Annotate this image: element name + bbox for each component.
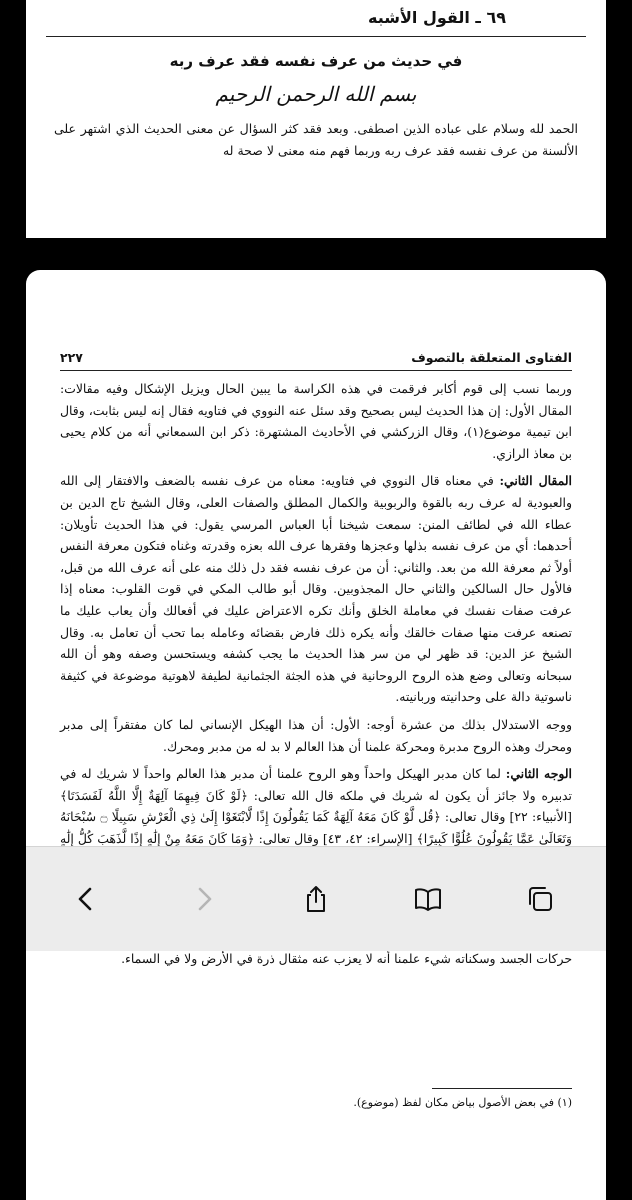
footnote: (١) في بعض الأصول بياض مكان لفظ (موضوع). — [353, 1096, 572, 1109]
share-button[interactable] — [286, 869, 346, 929]
paragraph — [60, 470, 572, 708]
bookmarks-button[interactable] — [398, 869, 458, 929]
chapter-subtitle: في حديث من عرف نفسه فقد عرف ربه — [169, 52, 463, 70]
forward-icon — [189, 884, 219, 914]
browser-toolbar — [26, 846, 606, 951]
share-icon — [301, 884, 331, 914]
back-button[interactable] — [56, 869, 116, 929]
chapter-header: ٦٩ ـ القول الأشبه — [368, 8, 506, 27]
book-page-top — [26, 0, 606, 238]
header-divider — [46, 36, 586, 37]
basmala: بسم الله الرحمن الرحيم — [215, 82, 417, 106]
paragraph-text: ووجه الاستدلال بذلك من عشرة أوجه: الأول: أن هذا الهيكل الإنساني لما كان مفتقراً إلى مدبر ومحرك وهذه الروح مدبرة ومحركة علمنا أن هذا العالم لا بد له من مدبر ومحرك. — [60, 716, 572, 754]
paragraph — [60, 714, 572, 757]
page-number: ٢٢٧ — [60, 350, 83, 365]
paragraph-text: لما كان مدبر الهيكل واحداً وهو الروح علمنا أن مدبر هذا العالم واحداً لا شريك له في تدبيره ولا جائز أن يكون له شريك في ملكه قال الله تعالى: ﴿لَوْ كَانَ فِيهِمَا آلِهَةٌ إِلَّا اللَّهُ لَفَسَدَتَا﴾ [الأنبياء: ٢٢] وقال تعالى: ﴿قُل لَّوْ كَانَ مَعَهُ آلِهَةٌ كَمَا يَقُولُونَ إِذًا لَّابْتَغَوْا إِلَىٰ ذِي الْعَرْشِ سَبِيلًا ۝ سُبْحَانَهُ وَتَعَالَىٰ عَمَّا يَقُولُونَ عُلُوًّا كَبِيرًا﴾ [الإسراء: ٤٢، ٤٣] وقال تعالى: ﴿وَمَا كَانَ مَعَهُ مِنْ إِلَٰهٍ إِذًا لَّذَهَبَ كُلُّ إِلَٰهٍ — [60, 766, 572, 846]
running-header — [60, 348, 572, 371]
paragraph-text: في معناه قال النووي في فتاويه: معناه من عرف نفسه بالضعف والافتقار إلى الله والعبودية له عرف ربه بالقوة والربوبية والكمال المطلق والصفات العلى، وقال الشيخ تاج الدين بن عطاء الله في لطائف المنن: سمعت شيخنا أبا العباس المرسي يقول: في هذا الحديث تأويلان: أحدهما: أي من عرف نفسه بذلها وعجزها وفقرها عرف الله بعزه وقدرته وغناه فتكون معرفة النفس أولاً ثم معرفة الله من بعد. والثاني: أن من عرف نفسه فقد دل ذلك منه على أنه عرف الله من قبل، فالأول حال السالكين والثاني حال المجذوبين. وقال أبو طالب المكي في قوت القلوب: معناه إذا عرفت صفات نفسك في معاملة الخلق وأنك تكره الاعتراض عليك في أفعالك وأن يعاب عليك ما تصنعه عرفت منها صفات خالقك وأنه يكره ذلك فارض بقضائه وعامله بما تحب أن تعامل به. وقال الشيخ عز الدين: قد ظهر لي من سر هذا الحديث ما يجب كشفه ويستحسن وصفه وهو أن الله سبحانه وتعالى وضع هذه الروح الروحانية في هذه الجثة الجثمانية لطيفة لاهوتية موضوعة في كثيفة ناسوتية دالة على وحدانيته وربانيته. — [60, 473, 572, 705]
paragraph-text: وربما نسب إلى قوم أكابر فرقمت في هذه الكراسة ما يبين الحال ويزيل الإشكال وفيه مقالات: المقال الأول: إن هذا الحديث ليس بصحيح وقد سئل عنه النووي في فتاويه فقال إنه ليس بثابت، وقال ابن تيمية موضوع(١)، وقال الزركشي في الأحاديث المشتهرة: ذكر ابن السمعاني أنه من كلام يحيى بن معاذ الرازي. — [60, 381, 572, 461]
back-icon — [71, 884, 101, 914]
paragraph — [60, 378, 572, 464]
bookmarks-icon — [413, 884, 443, 914]
tabs-button[interactable] — [510, 869, 570, 929]
tabs-icon — [525, 884, 555, 914]
intro-text: الحمد لله وسلام على عباده الذين اصطفى. وبعد فقد كثر السؤال عن معنى الحديث الذي اشتهر على الألسنة من عرف نفسه فقد عرف ربه وربما فهم منه معنى لا صحة له — [54, 121, 578, 158]
book-page-main — [26, 270, 606, 1200]
paragraph-text: حركات الجسد وسكناته شيء علمنا أنه لا يعزب عنه مثقال ذرة في الأرض ولا في السماء. — [121, 950, 572, 966]
forward-button[interactable] — [174, 869, 234, 929]
footnote-divider — [432, 1088, 572, 1089]
paragraph-lead: الوجه الثاني: — [505, 766, 572, 782]
paragraph-lead: المقال الثاني: — [499, 473, 572, 489]
running-title: الفتاوى المتعلقة بالتصوف — [411, 350, 572, 365]
